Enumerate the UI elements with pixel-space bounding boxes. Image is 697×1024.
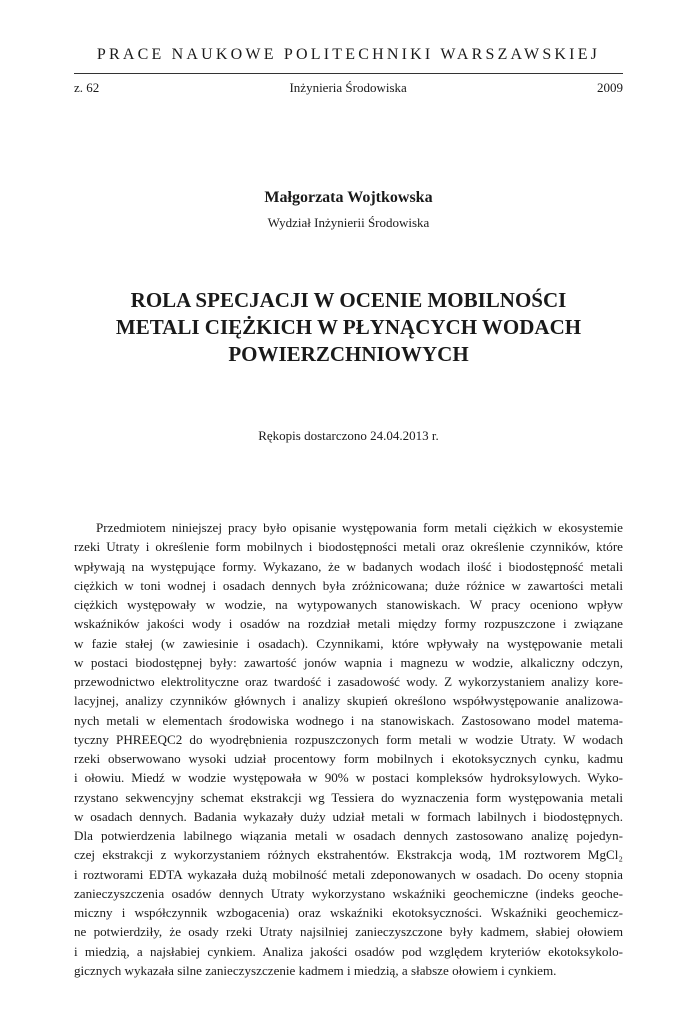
abstract-line: wskaźników jakości wody i osadów na rozdział metali między formy rozpuszczone i związane	[74, 616, 623, 632]
volume-number: z. 62	[74, 80, 100, 95]
abstract-line: miczny i współczynnik wzbogacenia) oraz wskaźniki ekotoksyczności. Wskaźniki geochemicz-	[74, 905, 623, 920]
abstract-line: ne potwierdziły, że osady rzeki Utraty najsilniej zanieczyszczone były kadmem, słabiej ołowiem	[74, 924, 623, 940]
received-date: Rękopis dostarczono 24.04.2013 r.	[258, 428, 439, 443]
abstract-line: gicznych wykazała silne zanieczyszczenie kadmem i miedzią, a słabsze ołowiem i cynkiem.	[74, 962, 557, 978]
title-line: ROLA SPECJACJI W OCENIE MOBILNOŚCI	[130, 288, 567, 312]
abstract-line: zanieczyszczenia osadów dennych Utraty wykorzystano wskaźniki geochemiczne (indeks geoche-	[74, 885, 623, 901]
journal-title: PRACE NAUKOWE POLITECHNIKI WARSZAWSKIEJ	[96, 46, 601, 63]
author-affiliation: Wydział Inżynierii Środowiska	[267, 215, 430, 230]
publication-year: 2009	[597, 80, 623, 95]
abstract	[74, 518, 623, 980]
header-meta	[74, 80, 623, 96]
abstract-line: Dla potwierdzenia labilnego wiązania metali w osadach dennych zastosowano analizę pojedyn-	[74, 828, 623, 843]
title-line: METALI CIĘŻKICH W PŁYNĄCYCH WODACH	[115, 315, 582, 339]
author-name: Małgorzata Wojtkowska	[264, 189, 433, 206]
abstract-line: lacyjnej, analizy czynników głównych i analizy skupień określono współwystępowanie analizowa-	[74, 693, 623, 709]
abstract-line: w fazie stałej (w zawiesinie i osadach). Czynnikami, które wpływały na występowanie metali	[74, 635, 623, 651]
abstract-line: wpływają na występujące formy. Wykazano, że w badanych wodach ilość i biodostępność metali	[74, 558, 623, 574]
article-title	[74, 287, 623, 368]
abstract-line: nych metali w elementach środowiska wodnego i na stanowiskach. Zastosowano model matema-	[74, 712, 623, 728]
abstract-line: rzeki Utraty i określenie form mobilnych i biodostępności metali oraz określenie czynników, które	[74, 539, 623, 555]
abstract-line: i ołowiu. Miedź w wodzie występowała w 90% w postaci kompleksów hydroksylowych. Wyko-	[74, 770, 623, 786]
abstract-line: i miedzią, a najsłabiej cynkiem. Analiza jakości osadów pod względem kryteriów ekotoksykolo-	[74, 943, 623, 959]
abstract-line: w osadach dennych. Badania wykazały duży udział metali w formach labilnych i biodostępnych.	[74, 808, 623, 824]
abstract-line: Przedmiotem niniejszej pracy było opisanie występowania form metali ciężkich w ekosystemie	[96, 520, 623, 535]
title-line: POWIERZCHNIOWYCH	[228, 342, 469, 366]
abstract-line: w postaci biodostępnej były: zawartość jonów wapnia i magnezu w wodzie, alkaliczny odczyn,	[74, 654, 623, 670]
abstract-line: ciężkich w toni wodnej i osadach dennych była zróżnicowana; duże różnice w zawartości metali	[74, 577, 623, 593]
series-name: Inżynieria Środowiska	[289, 80, 407, 95]
abstract-line: przewodnictwo elektrolityczne oraz twardość i zasadowość wody. Z wykorzystaniem analizy kore-	[74, 674, 623, 689]
header-rule	[74, 73, 623, 74]
abstract-line: ciężkich występowały w wodzie, na wytypowanych stanowiskach. W pracy oceniono wpływ	[74, 597, 623, 612]
abstract-line: rzystano sekwencyjny schemat ekstrakcji wg Tessiera do wyznaczenia form występowania metali	[74, 789, 623, 805]
abstract-line: i roztworami EDTA wykazała dużą mobilność metali zdeponowanych w osadach. Do oceny stopnia	[74, 866, 623, 882]
abstract-line: tyczny PHREEQC2 do wyodrębnienia rozpuszczonych form metali w wodzie Utraty. W wodach	[74, 731, 623, 747]
abstract-line: rzeki obserwowano wysoki udział procentowy form mobilnych i ekotoksycznych cynku, kadmu	[74, 751, 623, 766]
abstract-line: czej ekstrakcji z wykorzystaniem różnych ekstrahentów. Ekstrakcja wodą, 1M roztworem MgCl₂	[74, 847, 623, 863]
